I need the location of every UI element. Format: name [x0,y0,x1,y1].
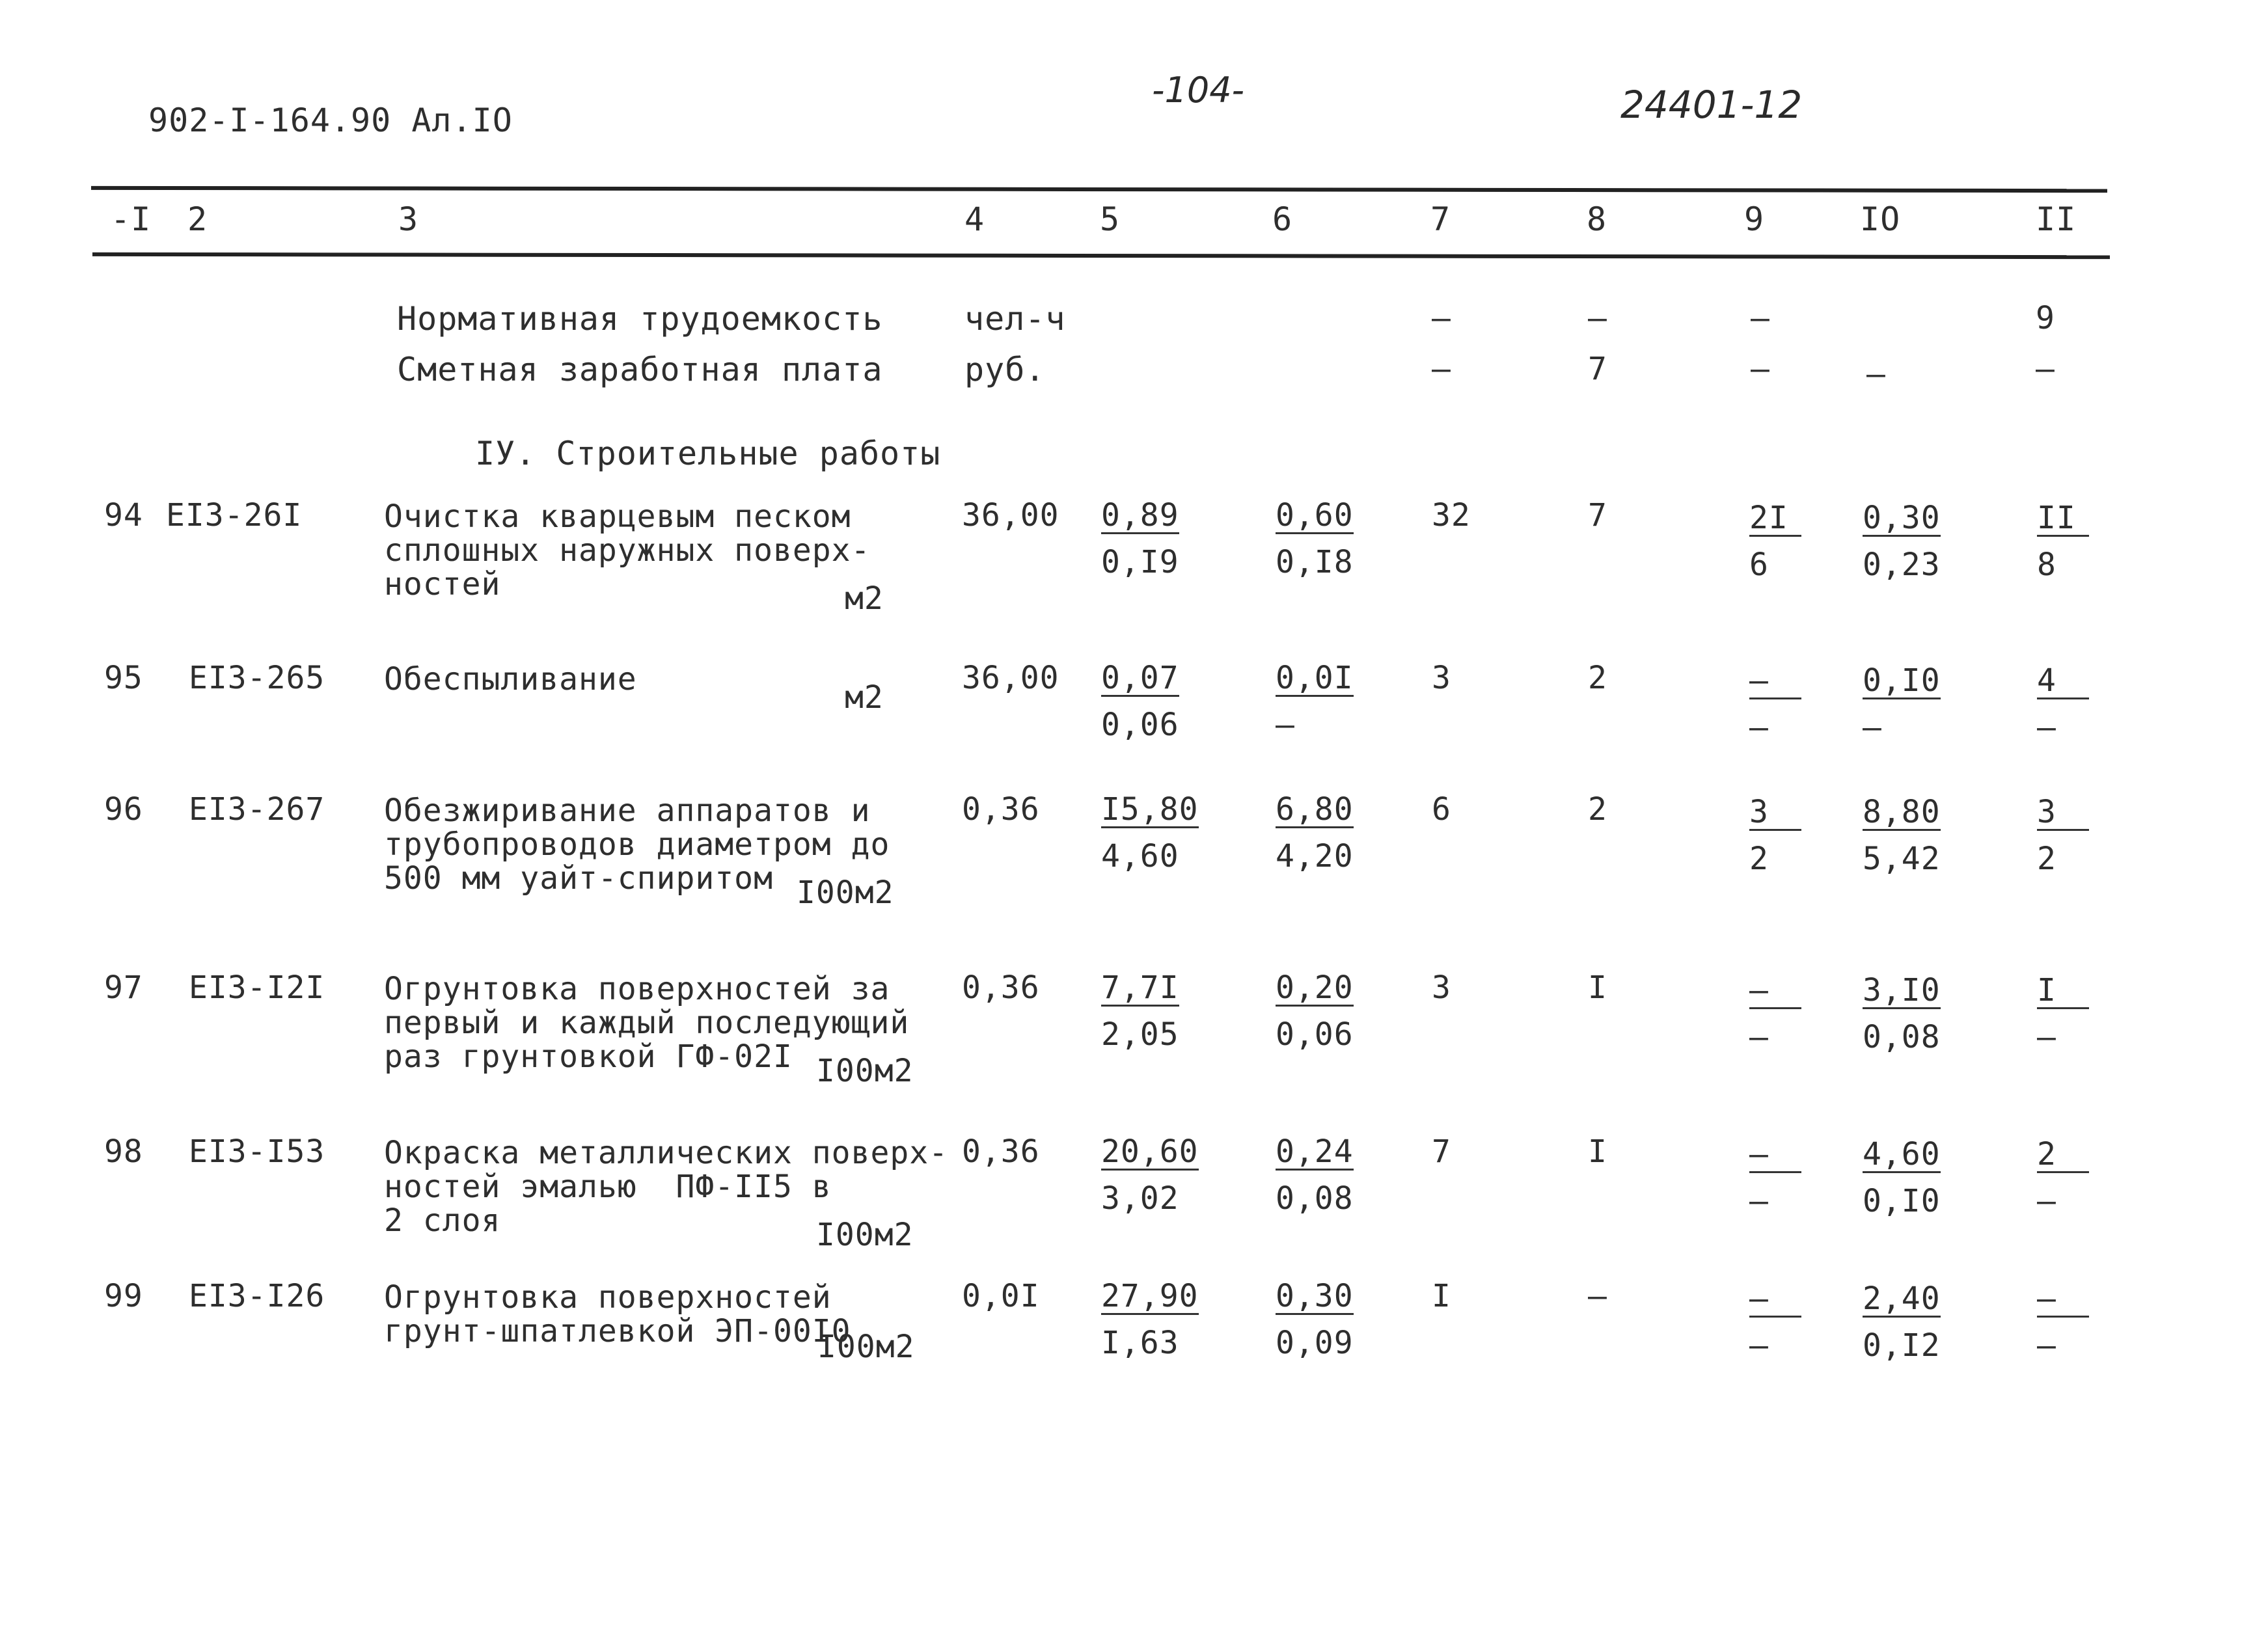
row-quantity: 0,36 [962,791,1040,828]
row-description-line: первый и каждый последующий [384,1005,910,1041]
row-col9-bottom: – [1749,1019,1769,1055]
row-description-line: грунт-шпатлевкой ЭП-00I0 [384,1313,851,1349]
row-col7: 32 [1432,497,1471,534]
row-description-line: ностей [384,566,501,603]
summary-unit: руб. [964,351,1046,388]
row-col10-top: 8,80 [1863,794,1941,830]
header-top-rule [91,186,2107,193]
row-col8: 7 [1588,497,1607,534]
row-description-line: 2 слоя [384,1202,501,1239]
row-code: EI3-26I [166,497,303,534]
row-col10-top: 3,I0 [1863,972,1941,1009]
row-description-line: трубопроводов диаметром до [384,826,890,863]
row-code: EI3-I26 [189,1278,325,1314]
row-col5-bottom: 4,60 [1101,838,1179,874]
row-number: 97 [104,969,143,1006]
row-col10-bottom: – [1863,709,1882,746]
row-col6-bottom: 4,20 [1276,838,1354,874]
document-number: 24401-12 [1620,83,1803,127]
row-col11-bottom: – [2037,1327,2056,1364]
column-header-10: IO [1860,200,1901,238]
header-bottom-rule [92,252,2110,259]
row-number: 95 [104,660,143,696]
row-col7: 6 [1432,791,1451,828]
page-number: -104- [1152,70,1245,111]
summary-col9: – [1751,351,1770,387]
row-col10-bottom: 5,42 [1863,841,1941,877]
row-col9-bottom: 2 [1749,841,1769,877]
summary-col8: 7 [1588,351,1607,387]
row-col10-top: 2,40 [1863,1280,1941,1317]
row-col11-bottom: – [2037,709,2056,746]
row-description-line: Огрунтовка поверхностей за [384,971,890,1007]
row-description-line: Обезжиривание аппаратов и [384,792,871,829]
row-col10-top: 4,60 [1863,1136,1941,1172]
column-header-5: 5 [1100,200,1121,238]
row-description-line: ностей эмалью ПФ-II5 в [384,1169,832,1205]
row-col5-bottom: I,63 [1101,1325,1179,1361]
row-col8: – [1588,1278,1607,1314]
column-header-4: 4 [964,200,985,238]
row-col6-top: 6,80 [1276,791,1354,828]
row-col6-top: 0,20 [1276,969,1354,1006]
row-unit: I00м2 [816,1217,914,1253]
summary-col11: 9 [2036,300,2055,336]
summary-col8: – [1588,300,1607,336]
row-code: EI3-265 [189,660,325,696]
row-quantity: 36,00 [962,497,1059,534]
row-code: EI3-I53 [189,1133,325,1170]
row-col6-top: 0,30 [1276,1278,1354,1314]
column-header-3: 3 [398,200,419,238]
summary-label: Нормативная трудоемкость [397,300,883,338]
row-description-line: 500 мм уайт-спиритом [384,860,773,897]
row-description-line: Обеспыливание [384,661,637,697]
row-col7: 3 [1432,969,1451,1006]
summary-col7: – [1432,351,1451,387]
row-number: 98 [104,1133,143,1170]
row-description [384,500,870,601]
row-col8: 2 [1588,791,1607,828]
row-code: EI3-I2I [189,969,325,1006]
row-col7: I [1432,1278,1451,1314]
row-col5-top: 27,90 [1101,1278,1199,1314]
row-number: 94 [104,497,143,534]
row-col6-bottom: 0,I8 [1276,544,1354,580]
row-description-line: Очистка кварцевым песком [384,498,851,535]
row-col10-bottom: 0,08 [1863,1019,1941,1055]
row-unit: I00м2 [816,1053,914,1089]
document-code: 902-I-164.90 Ал.IO [148,102,513,139]
row-col11-top: II [2037,502,2089,537]
row-col9-bottom: 6 [1749,547,1769,583]
row-col11-top: 4 [2037,665,2089,699]
row-col5-bottom: 2,05 [1101,1016,1179,1053]
row-col9-top: 2I [1749,502,1801,537]
row-col5-bottom: 0,I9 [1101,544,1179,580]
row-col6-bottom: 0,09 [1276,1325,1354,1361]
row-col11-top: 3 [2037,796,2089,831]
column-header-9: 9 [1744,200,1765,238]
row-col7: 3 [1432,660,1451,696]
row-col11-top: 2 [2037,1139,2089,1173]
row-col9-bottom: – [1749,1183,1769,1219]
row-col9-bottom: – [1749,1327,1769,1364]
row-col5-top: 0,07 [1101,660,1179,696]
column-header-7: 7 [1430,200,1451,238]
row-col11-bottom: – [2037,1183,2056,1219]
section-title: IУ. Строительные работы [475,435,941,472]
row-col9-bottom: – [1749,709,1769,746]
row-col5-top: 7,7I [1101,969,1179,1006]
row-col10-bottom: 0,I2 [1863,1327,1941,1364]
summary-col9: – [1751,300,1770,336]
row-col5-bottom: 3,02 [1101,1180,1179,1217]
row-description [384,662,637,696]
row-col5-top: 20,60 [1101,1133,1199,1170]
row-col6-top: 0,0I [1276,660,1354,696]
row-col10-bottom: 0,I0 [1863,1183,1941,1219]
row-col5-top: 0,89 [1101,497,1179,534]
row-unit: м2 [845,580,884,617]
row-col11-bottom: 2 [2037,841,2056,877]
row-col9-top: 3 [1749,796,1801,831]
row-col11-top: I [2037,975,2089,1009]
row-col10-bottom: 0,23 [1863,547,1941,583]
row-col6-top: 0,24 [1276,1133,1354,1170]
row-col10-top: 0,30 [1863,500,1941,536]
row-col11-bottom: – [2037,1019,2056,1055]
row-col5-bottom: 0,06 [1101,707,1179,743]
row-description-line: Огрунтовка поверхностей [384,1279,832,1316]
row-col8: 2 [1588,660,1607,696]
row-description-line: сплошных наружных поверх- [384,532,871,569]
column-header-11: II [2036,200,2077,238]
column-header-8: 8 [1587,200,1607,238]
row-col11-bottom: 8 [2037,547,2056,583]
row-col9-top: – [1749,665,1801,699]
row-col11-top: – [2037,1283,2089,1318]
row-col6-top: 0,60 [1276,497,1354,534]
column-header-2: 2 [187,200,208,238]
row-col5-top: I5,80 [1101,791,1199,828]
row-description-line: раз грунтовкой ГФ-02I [384,1038,793,1075]
summary-col11: – [2036,351,2055,387]
summary-label: Сметная заработная плата [397,351,883,388]
row-col6-bottom: 0,06 [1276,1016,1354,1053]
column-header-6: 6 [1272,200,1293,238]
summary-col10: – [1866,356,1886,392]
row-description [384,1280,851,1348]
row-unit: I00м2 [817,1329,915,1365]
row-col9-top: – [1749,1283,1801,1318]
column-header-1: -I [111,200,152,238]
row-quantity: 36,00 [962,660,1059,696]
row-unit: I00м2 [797,874,894,911]
row-col9-top: – [1749,1139,1801,1173]
row-description-line: Окраска металлических поверх- [384,1135,949,1171]
row-col9-top: – [1749,975,1801,1009]
row-col10-top: 0,I0 [1863,662,1941,699]
row-quantity: 0,36 [962,1133,1040,1170]
row-col6-bottom: – [1276,707,1295,743]
row-number: 96 [104,791,143,828]
row-col8: I [1588,969,1607,1006]
row-number: 99 [104,1278,143,1314]
summary-col7: – [1432,300,1451,336]
row-quantity: 0,0I [962,1278,1040,1314]
row-col6-bottom: 0,08 [1276,1180,1354,1217]
row-unit: м2 [845,679,884,716]
summary-unit: чел-ч [964,300,1066,338]
row-code: EI3-267 [189,791,325,828]
row-col8: I [1588,1133,1607,1170]
row-col7: 7 [1432,1133,1451,1170]
row-quantity: 0,36 [962,969,1040,1006]
